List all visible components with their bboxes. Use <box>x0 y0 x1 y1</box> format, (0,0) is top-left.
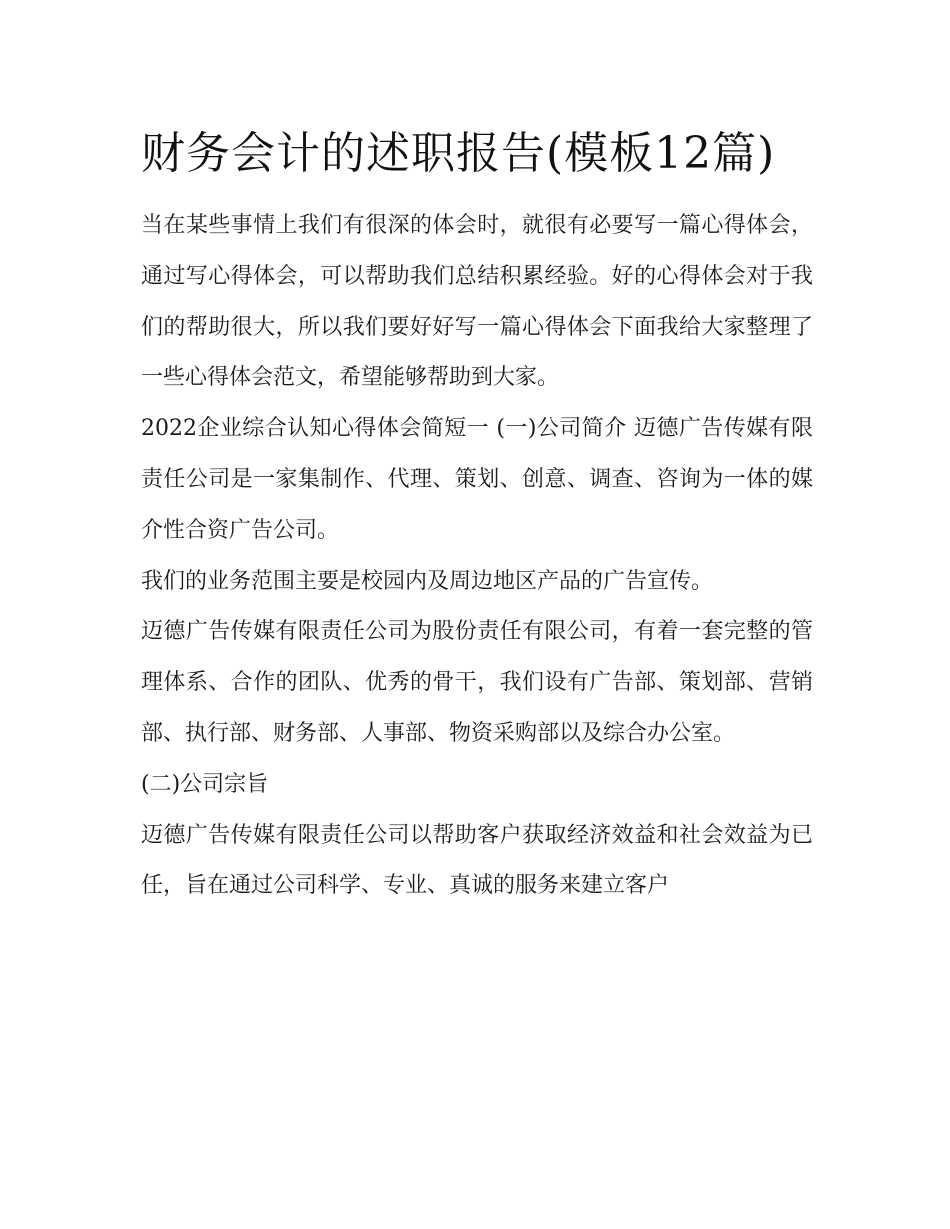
paragraph-company-intro: 2022企业综合认知心得体会简短一 (一)公司简介 迈德广告传媒有限责任公司是一家集制作、代理、策划、创意、调查、咨询为一体的媒介性合资广告公司。 <box>141 416 813 543</box>
paragraph-business-scope: 我们的业务范围主要是校园内及周边地区产品的广告宣传。 <box>141 568 714 594</box>
document-body <box>141 115 813 912</box>
paragraph-intro: 当在某些事情上我们有很深的体会时，就很有必要写一篇心得体会，通过写心得体会，可以帮助我们总结积累经验。好的心得体会对于我们的帮助很大，所以我们要好好写一篇心得体会下面我给大家整理了一些心得体会范文，希望能够帮助到大家。 <box>141 213 813 391</box>
section-heading-purpose: (二)公司宗旨 <box>141 771 269 797</box>
document-title: 财务会计的述职报告(模板12篇) <box>141 128 776 179</box>
paragraph-purpose: 迈德广告传媒有限责任公司以帮助客户获取经济效益和社会效益为已任，旨在通过公司科学、专业、真诚的服务来建立客户 <box>141 822 813 899</box>
paragraph-organization: 迈德广告传媒有限责任公司为股份责任有限公司，有着一套完整的管理体系、合作的团队、优秀的骨干，我们设有广告部、策划部、营销部、执行部、财务部、人事部、物资采购部以及综合办公室。 <box>141 619 813 746</box>
